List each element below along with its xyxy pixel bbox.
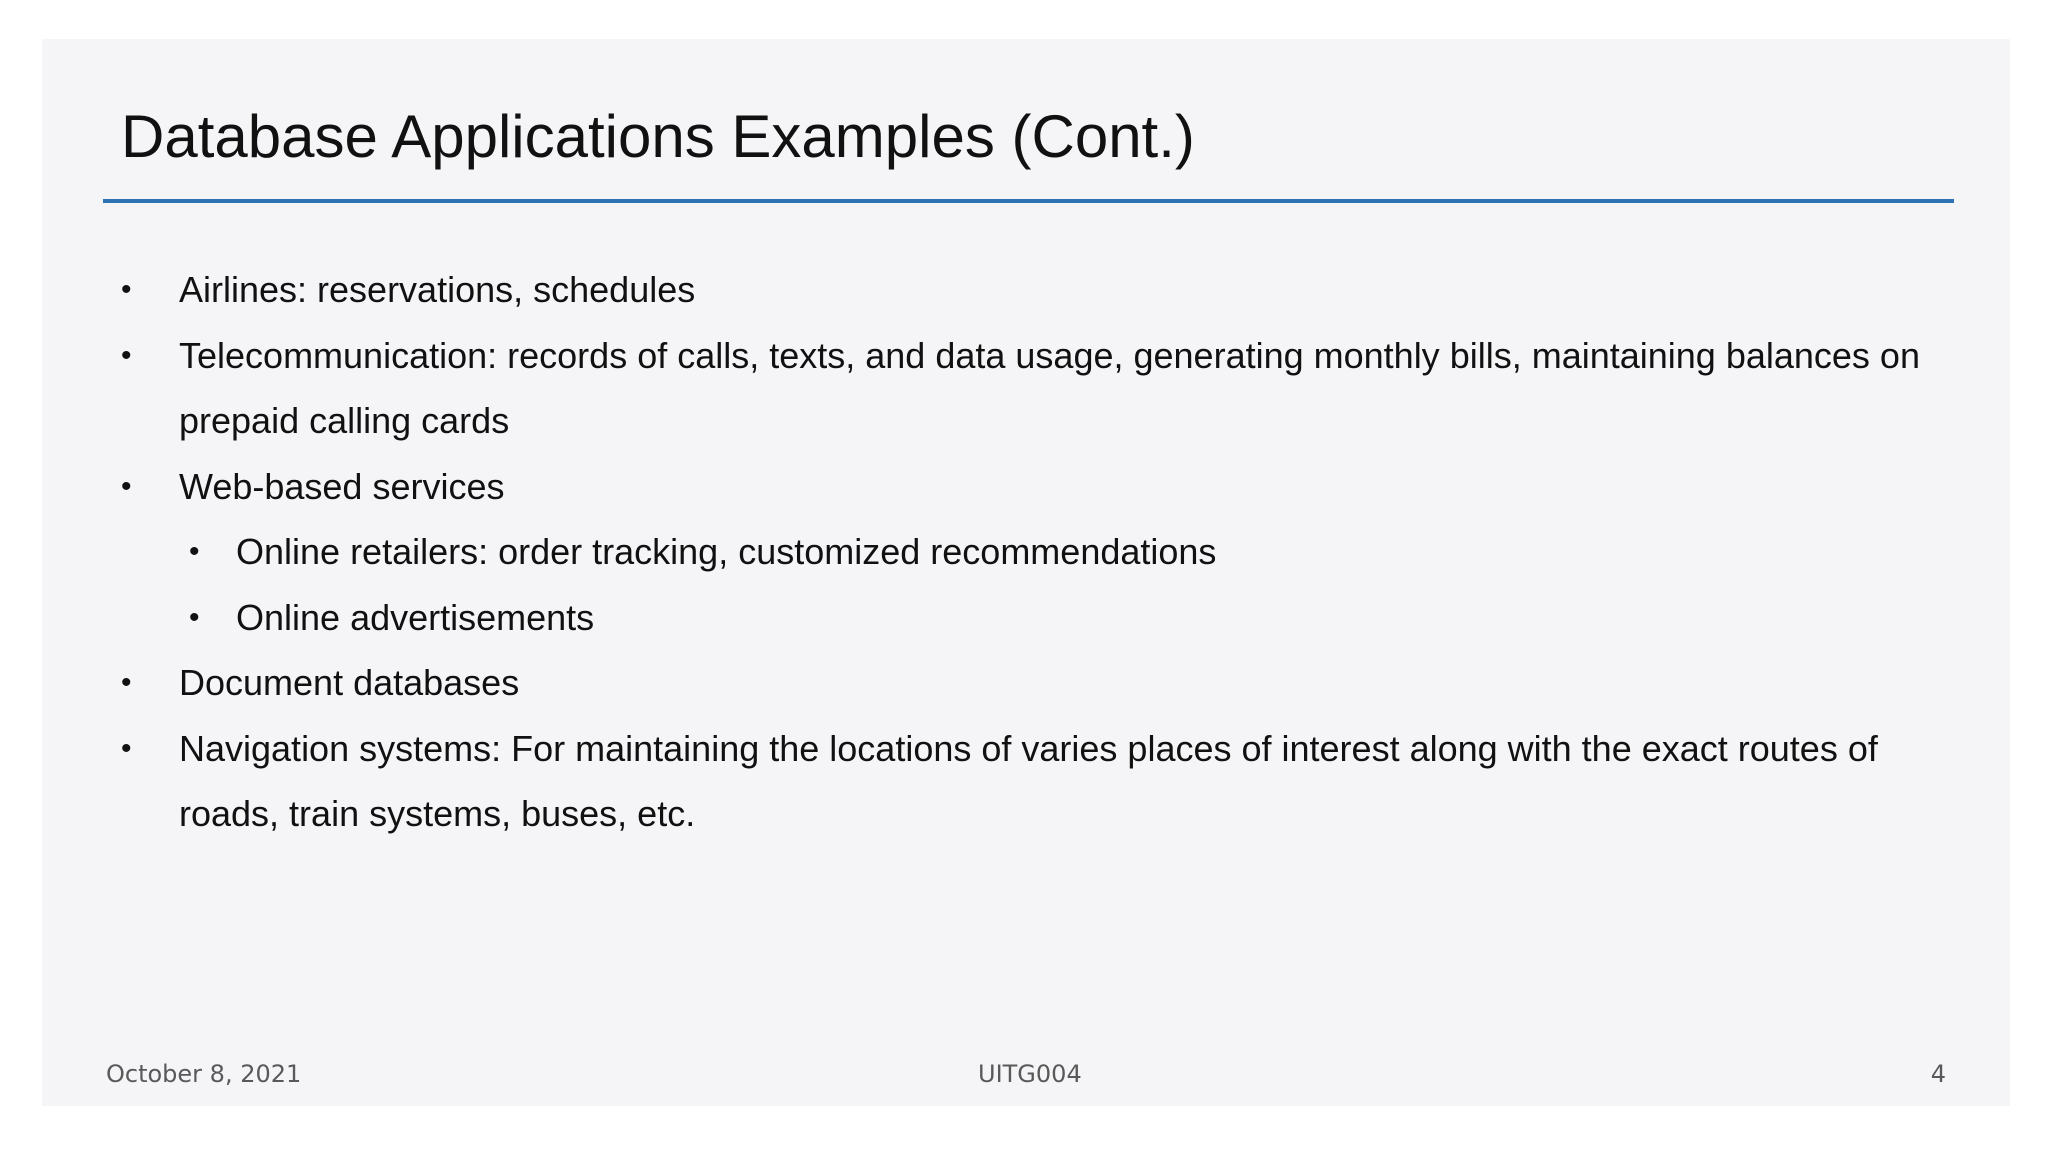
bullet-text: Airlines: reservations, schedules (179, 269, 696, 310)
bullet-text-continuation: roads, train systems, buses, etc. (179, 793, 696, 834)
bullet-dot-icon: • (121, 731, 132, 765)
bullet-item (121, 454, 1981, 520)
bullet-dot-icon: • (121, 666, 132, 699)
bullet-item (121, 257, 1981, 323)
bullet-dot-icon: • (189, 535, 200, 568)
bullet-text: Navigation systems: For maintaining the locations of varies places of interest along with the exact routes of (179, 727, 1878, 769)
bullet-item (121, 650, 1981, 716)
bullet-dot-icon: • (121, 273, 132, 306)
footer-page-number: 4 (1930, 1060, 1946, 1088)
footer-date: October 8, 2021 (106, 1060, 302, 1088)
bullet-dot-icon: • (121, 338, 132, 372)
sub-bullet-item (189, 585, 1981, 651)
sub-bullet-text: Online advertisements (236, 596, 595, 638)
sub-bullet-text: Online retailers: order tracking, customized recommendations (236, 531, 1217, 572)
bullet-list (121, 257, 1981, 847)
bullet-item (121, 323, 1981, 454)
bullet-text: Document databases (179, 662, 520, 703)
slide (42, 39, 2010, 1106)
bullet-text: Web-based services (179, 465, 505, 507)
slide-title: Database Applications Examples (Cont.) (121, 103, 1195, 170)
bullet-item (121, 716, 1981, 847)
footer-course-code: UITG004 (978, 1060, 1082, 1088)
title-underline (103, 199, 1954, 203)
sub-bullet-item (189, 519, 1981, 585)
bullet-text: Telecommunication: records of calls, texts, and data usage, generating monthly bills, maintaining balances on (179, 334, 1920, 376)
bullet-text-continuation: prepaid calling cards (179, 400, 510, 441)
bullet-dot-icon: • (121, 469, 132, 503)
bullet-dot-icon: • (189, 600, 200, 634)
